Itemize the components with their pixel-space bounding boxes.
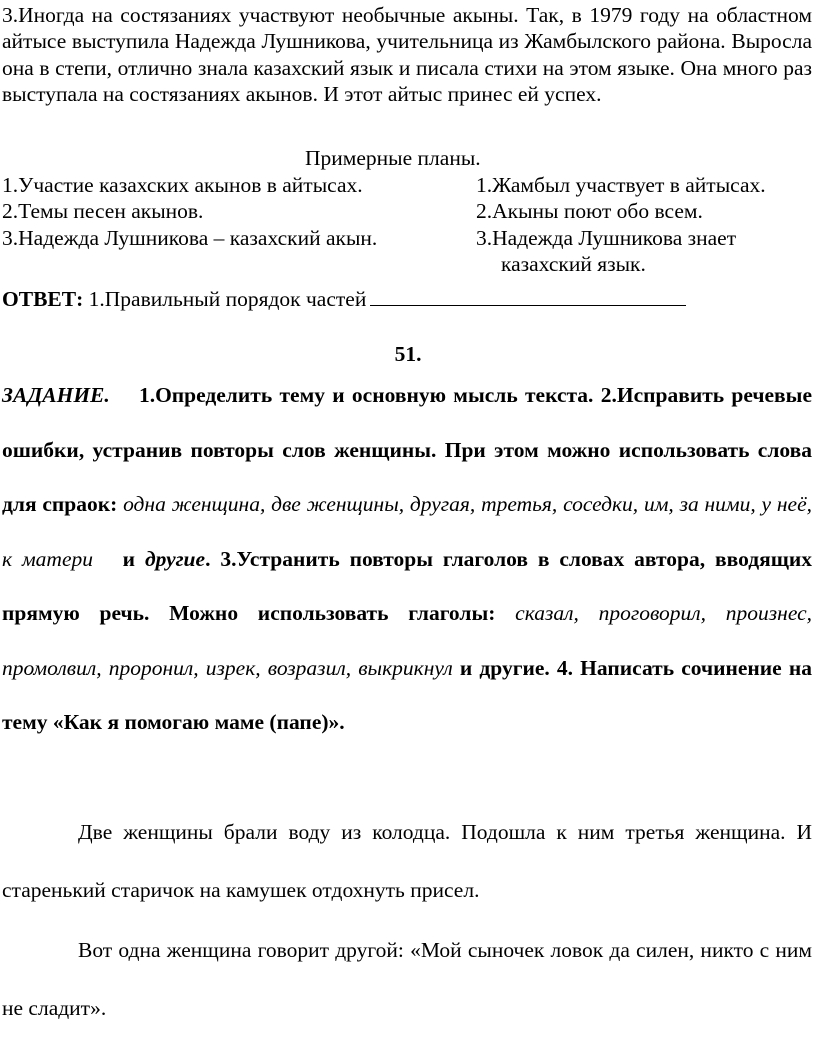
plan-left-item: 2.Темы песен акынов. [2, 199, 204, 224]
answer-line [2, 286, 686, 312]
task-text-1: 1.Определить тему и основную мысль текста. 2.Исправить речевые ошибки, устранив повторы слов женщины. При этом можно использовать слова для спраок: [2, 383, 812, 516]
task-text-3: . 3.Устранить повторы глаголов в словах автора, вводящих прямую речь. Можно использовать глаголы: [2, 546, 813, 625]
task-label: ЗАДАНИЕ. [2, 383, 110, 407]
exercise-number: 51. [394, 342, 422, 366]
intro-paragraph: 3.Иногда на состязаниях участвуют необычные акыны. Так, в 1979 году на областном айтысе выступила Надежда Лушникова, учительница из Жамбылского района. Выросла она в степи, отлично знала казахский язык и писала стихи на этом языке. Она много раз выступала на состязаниях акынов. И этот айтыс принес ей успех. [2, 3, 812, 106]
task-words-2: другие [144, 546, 206, 571]
plan-left-item: 1.Участие казахских акынов в айтысах. [2, 173, 363, 197]
plan-left-item: 3.Надежда Лушникова – казахский акын. [2, 225, 378, 250]
plan-right-item-continuation: казахский язык. [501, 251, 646, 276]
story-paragraph: Две женщины брали воду из колодца. Подошла к ним третья женщина. И старенький старичок на камушек отдохнуть присел. [2, 820, 812, 902]
story-paragraph: Вот одна женщина говорит другой: «Мой сыночек ловок да силен, никто с ним не сладит». [2, 938, 812, 1020]
task-words-1: одна женщина, две женщины, другая, третья, соседки, им, за ними, у неё, к матери [2, 492, 812, 571]
answer-text: 1.Правильный порядок частей [83, 287, 367, 311]
answer-blank[interactable] [370, 287, 686, 306]
plan-right-column [476, 172, 766, 277]
task-paragraph [2, 368, 812, 750]
plans-title: Примерные планы. [305, 146, 481, 170]
task-words-3: сказал, проговорил, произнес, промолвил, проронил, изрек, возразил, выкрикнул [2, 601, 813, 680]
plan-right-item: 3.Надежда Лушникова знает [476, 225, 737, 250]
answer-label: ОТВЕТ: [2, 287, 84, 311]
task-text-2: и [122, 546, 136, 571]
plan-right-item: 1.Жамбыл участвует в айтысах. [476, 173, 766, 197]
plan-right-item: 2.Акыны поют обо всем. [476, 199, 703, 224]
plan-left-column [2, 172, 377, 251]
task-text-4: и другие. 4. Написать сочинение на тему «Как я помогаю маме (папе)». [2, 655, 812, 734]
